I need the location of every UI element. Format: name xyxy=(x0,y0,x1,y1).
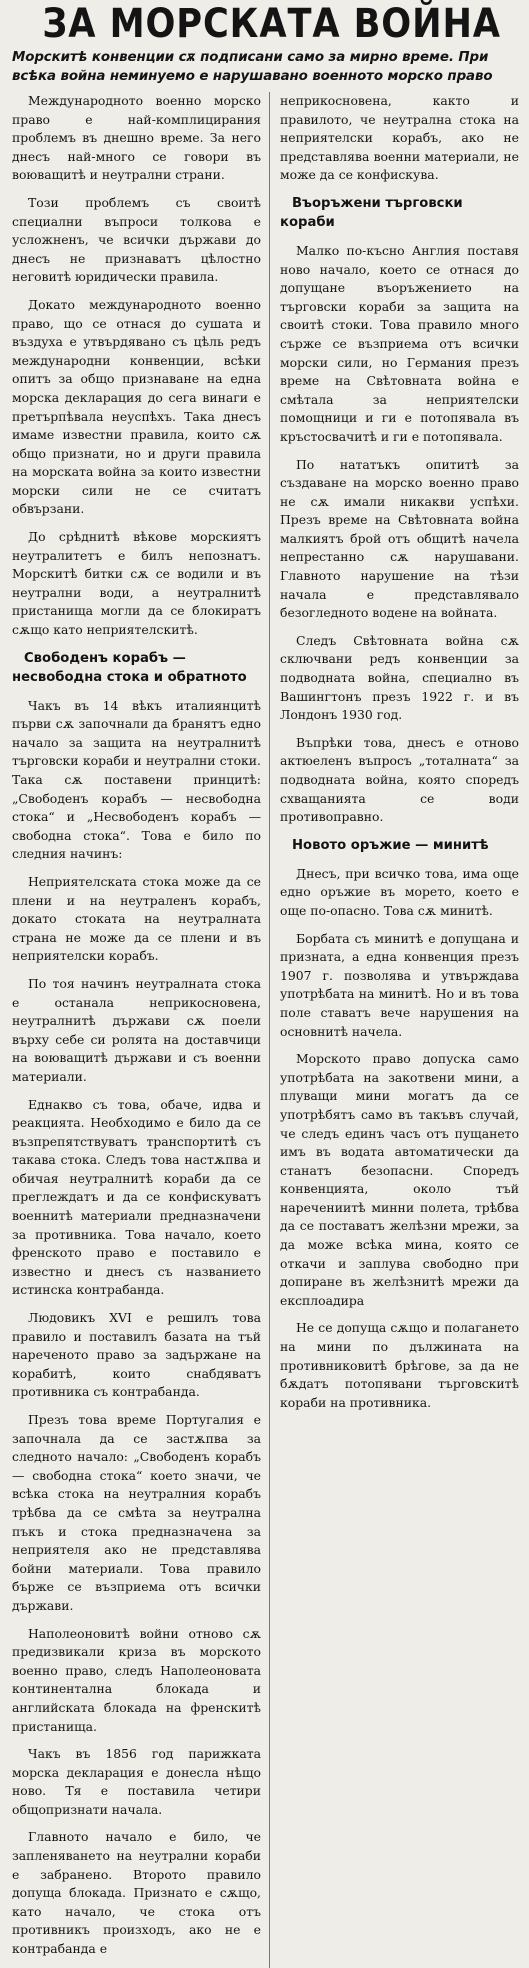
paragraph: Наполеоновитѣ войни отново сѫ предизвикали криза въ морското военно право, следъ Наполеоновата континентална блокада и английската блокада на френскитѣ пристанища. xyxy=(12,1625,261,1734)
paragraph: неприкосновена, както и правилото, че неутрална стока на неприятелски корабъ, ако не представлява военни материали, не може да се конфискува. xyxy=(280,93,519,183)
section-heading-free-ship: Свободенъ корабъ — несвободна стока и обратното xyxy=(12,650,247,685)
left-column xyxy=(12,92,270,1968)
paragraph: Този проблемъ съ своитѣ специални въпроси толкова е усложненъ, че всички държави до днесъ не признаватъ цѣлостно неговитѣ юридически правила. xyxy=(12,194,261,285)
paragraph: Днесъ, при всичко това, има още едно оръжие въ морето, което е още по-опасно. Това сѫ минитѣ. xyxy=(280,865,519,918)
paragraph: Презъ това време Португалия е започнала да се застѫпва за следното начало: „Свободенъ корабъ — свободна стока“ което значи, че всѣка стока на неутралния корабъ трѣбва да се смѣта за неутрална пъкъ и стока предназначена за неприятеля ако не представлява бойни материали. Това правило бърже се възприема отъ всички държави. xyxy=(12,1412,261,1613)
paragraph: Неприятелската стока може да се плени и на неутраленъ корабъ, докато стоката на неутралната страна не може да се плени и въ неприятелски корабъ. xyxy=(12,873,261,964)
article-headline: ЗА МОРСКАТА ВОЙНА xyxy=(42,1,501,47)
paragraph: По тоя начинъ неутралната стока е останала неприкосновена, неутралнитѣ държави сѫ поели върху себе си ролята на доставчици на воюващитѣ държави и съ военни материали. xyxy=(12,975,261,1084)
paragraph: По нататъкъ опититѣ за създаване на морско военно право не сѫ имали никакви успѣхи. Презъ време на Свѣтовната война малкиятъ брой отъ общитѣ начела непрестанно сѫ нарушавани. Главното нарушение на тѣзи начала е представлявало безогледното водене на войната. xyxy=(280,456,519,621)
paragraph: Людовикъ XVI е решилъ това правило и поставилъ базата на тъй нареченото право за задържане на корабитѣ, които снабдяватъ противника съ контрабанда. xyxy=(12,1310,261,1400)
paragraph: Еднакво съ това, обаче, идва и реакцията. Необходимо е било да се възпрепятствуватъ транспортитѣ съ такава стока. Следъ това настѫпва и обичая неутралнитѣ кораби да се преглеждатъ и да се конфискуватъ военнитѣ материали предназначени за противника. Това начало, което френското право е поставило е известно и днесъ съ названието истинска контрабанда. xyxy=(12,1096,261,1298)
paragraph: Чакъ въ 1856 год парижката морска декларация е донесла нѣщо ново. Тя е поставила четири общопризнати начала. xyxy=(12,1746,261,1817)
section-heading-mines: Новото оръжие — минитѣ xyxy=(292,837,489,853)
paragraph: Докато международното военно право, що се отнася до сушата и въздуха е утвърдявано съ цѣль редъ международни конвенции, всѣки опитъ за общо признаване на една морска декларация до сега винаги е претърпѣвала неуспѣхъ. Така днесъ имаме известни правила, които сѫ общо признати, но и други правила на морската война за които известни морски сили не се считатъ обвързани. xyxy=(12,296,261,517)
paragraph: Не се допуща сѫщо и полагането на мини по дължината на противниковитѣ брѣгове, за да не бѫдатъ потопявани търговскитѣ кораби на противника. xyxy=(280,1320,519,1410)
right-column xyxy=(280,92,519,1421)
paragraph: Морското право допуска само употрѣбата на закотвени мини, а плуващи мини могатъ да се употрѣбятъ само въ такъвъ случай, че следъ единъ часъ отъ пущането имъ въ водата автоматически да станатъ безопасни. Споредъ конвенцията, около тъй наречениитѣ минни полета, трѣбва да се поставатъ желѣзни мрежи, за да може всѣка мина, която се откачи и заплува свободно при допиране въ желѣзнитѣ мрежи да експлоадира xyxy=(280,1051,519,1308)
section-heading-armed-ships: Въоръжени търговски кораби xyxy=(280,195,463,230)
paragraph: Следъ Свѣтовната война сѫ сключвани редъ конвенции за подводната война, специално въ Вашингтонъ презъ 1922 г. и въ Лондонъ 1930 год. xyxy=(280,632,519,723)
paragraph: Чакъ въ 14 вѣкъ италиянцитѣ първи сѫ започнали да бранятъ едно начало за защита на неутралнитѣ търговски кораби и неутрални стоки. Така сѫ поставени принцитѣ: „Свободенъ корабъ — несвободна стока“ и „Несвободенъ корабъ — свободна стока“. Това е било по следния начинъ: xyxy=(12,697,261,862)
article-columns xyxy=(12,92,519,1968)
paragraph: Малко по-късно Англия поставя ново начало, което се отнася до допущане въоръжението на търговски кораби за защита на своитѣ стоки. Това правило много сърже се възприема отъ всички морски сили, но Германия презъ време на Свѣтовната война е смѣтала за неприятелски помощници и ги е потопявала въ кръстосвачитѣ и ги е потопявала. xyxy=(280,242,519,444)
paragraph: До срѣднитѣ вѣкове морскиятъ неутралитетъ е билъ непознатъ. Морскитѣ битки сѫ се водили и въ неутрални води, а неутралнитѣ пристанища могли да се блокиратъ сѫщо като неприятелскитѣ. xyxy=(12,529,261,638)
article-subheadline: Морскитѣ конвенции сѫ подписани само за мирно време. При всѣка война неминуемо е нарушавано военното морско право xyxy=(12,50,493,84)
paragraph: Международното военно морско право е най-комплицирания проблемъ въ днешно време. За него днесъ най-много се говори въ воюващитѣ и неутрални страни. xyxy=(12,93,261,183)
paragraph: Въпрѣки това, днесъ е отново актюеленъ въпросъ „тоталната“ за подводната война, която споредъ схващанията се води противоправно. xyxy=(280,734,519,825)
paragraph: Борбата съ минитѣ е допущана и призната, а една конвенция презъ 1907 г. позволява и утвърждава употрѣбата на минитѣ. Но и въ това поле ставатъ вече нарушения на основнитѣ начела. xyxy=(280,930,519,1039)
paragraph: Главното начало е било, че запленяването на неутрални кораби е забранено. Второто правило допуща блокада. Признато е сѫщо, като начало, че стока отъ противникъ произходъ, ако не е контрабанда е xyxy=(12,1829,261,1957)
